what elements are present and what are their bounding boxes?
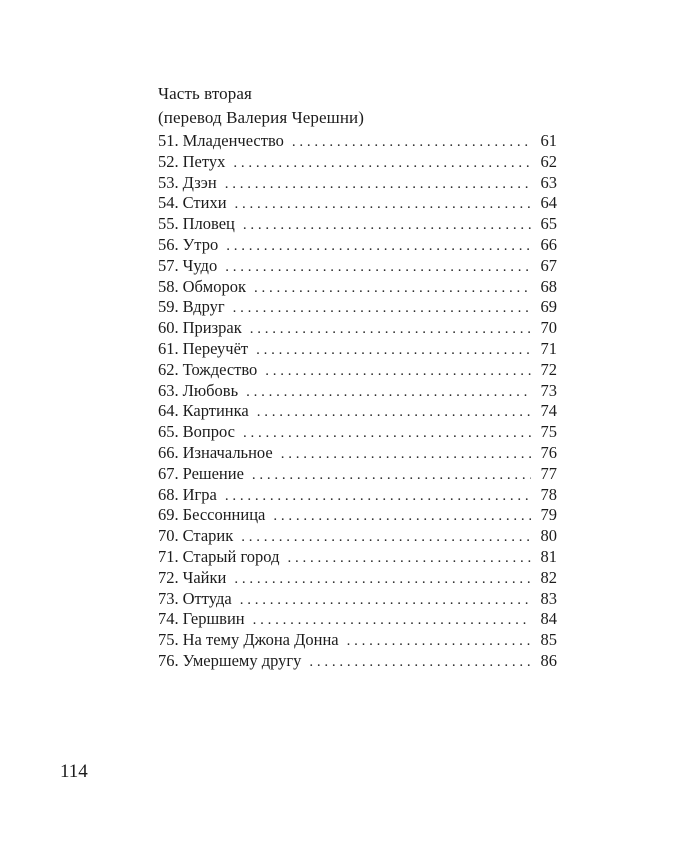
toc-entry-page: 86 [540, 650, 557, 670]
toc-entry [158, 505, 557, 526]
toc-entry [158, 443, 557, 464]
toc-entry [158, 193, 557, 214]
toc-entry-number: 62. [158, 359, 179, 379]
toc-entry-page: 72 [540, 359, 557, 379]
toc-entry-number: 64. [158, 401, 179, 421]
toc-entry-title: Призрак [182, 318, 242, 338]
toc-entry [158, 256, 557, 277]
toc-entry-page: 62 [540, 151, 557, 171]
toc-dot-leader [292, 132, 531, 153]
toc-entry [158, 235, 557, 256]
toc-entry [158, 651, 557, 672]
toc-dot-leader [234, 569, 531, 590]
page-number: 114 [60, 761, 88, 782]
toc-entry-number: 60. [158, 318, 179, 338]
toc-entry-page: 69 [540, 297, 557, 317]
toc-entry [158, 464, 557, 485]
section-subtitle: (перевод Валерия Черешни) [158, 108, 364, 127]
toc-entry [158, 173, 557, 194]
toc-dot-leader [243, 215, 531, 236]
toc-entry-title: Утро [182, 234, 219, 254]
toc-entry-number: 75. [158, 630, 179, 650]
toc-entry-page: 64 [540, 193, 557, 213]
toc-entry-title: Дзэн [182, 172, 217, 192]
toc-entry-number: 51. [158, 131, 179, 150]
toc-dot-leader [235, 194, 531, 215]
toc-entry-number: 67. [158, 463, 179, 483]
toc-entry-number: 54. [158, 193, 179, 213]
toc-entry [158, 381, 557, 402]
toc-dot-leader [273, 506, 531, 527]
toc-dot-leader [225, 486, 531, 507]
toc-entry-number: 58. [158, 276, 179, 296]
toc-dot-leader [250, 319, 531, 340]
toc-entry-title: Чайки [182, 567, 227, 587]
toc-entry-title: Старый город [182, 546, 280, 566]
toc-entry-page: 68 [540, 276, 557, 296]
toc-entry-title: Картинка [182, 401, 249, 421]
toc-entry-number: 59. [158, 297, 179, 317]
toc-entry [158, 547, 557, 568]
toc-entry-title: Вопрос [182, 422, 235, 442]
toc-entry [158, 339, 557, 360]
toc-entry-number: 68. [158, 484, 179, 504]
toc-dot-leader [281, 444, 531, 465]
toc-entry-title: Оттуда [182, 588, 232, 608]
toc-entry-title: Переучёт [182, 338, 249, 358]
toc-entry-page: 76 [540, 442, 557, 462]
toc-dot-leader [252, 465, 531, 486]
toc-entry-title: Гершвин [182, 609, 245, 629]
toc-dot-leader [233, 153, 531, 174]
toc-entry-number: 66. [158, 442, 179, 462]
toc-entry [158, 318, 557, 339]
toc-entry-number: 70. [158, 526, 179, 546]
toc-entry-title: На тему Джона Донна [182, 630, 339, 650]
toc-entry-title: Решение [182, 463, 244, 483]
table-of-contents [158, 131, 557, 672]
toc-dot-leader [225, 257, 531, 278]
toc-entry-number: 71. [158, 546, 179, 566]
toc-entry-page: 70 [540, 318, 557, 338]
toc-entry-number: 65. [158, 422, 179, 442]
toc-dot-leader [241, 527, 531, 548]
toc-entry-number: 55. [158, 214, 179, 234]
toc-entry [158, 297, 557, 318]
toc-dot-leader [256, 340, 531, 361]
toc-dot-leader [225, 174, 531, 195]
toc-entry-page: 65 [540, 214, 557, 234]
toc-entry-page: 84 [540, 609, 557, 629]
toc-entry-page: 61 [540, 131, 557, 150]
section-heading [158, 82, 364, 130]
toc-dot-leader [309, 652, 531, 673]
toc-entry [158, 485, 557, 506]
toc-entry-page: 79 [540, 505, 557, 525]
toc-entry-title: Старик [182, 526, 234, 546]
toc-entry [158, 401, 557, 422]
toc-entry [158, 152, 557, 173]
toc-entry-page: 66 [540, 234, 557, 254]
toc-entry-number: 63. [158, 380, 179, 400]
toc-entry [158, 589, 557, 610]
toc-entry-number: 57. [158, 255, 179, 275]
toc-entry-page: 74 [540, 401, 557, 421]
toc-entry-page: 77 [540, 463, 557, 483]
toc-dot-leader [257, 402, 531, 423]
toc-entry-number: 53. [158, 172, 179, 192]
toc-entry [158, 131, 557, 152]
toc-entry-title: Изначальное [182, 442, 273, 462]
toc-dot-leader [246, 382, 531, 403]
toc-entry [158, 630, 557, 651]
toc-entry-page: 85 [540, 630, 557, 650]
toc-entry [158, 422, 557, 443]
toc-entry-number: 72. [158, 567, 179, 587]
toc-entry-page: 75 [540, 422, 557, 442]
toc-entry-number: 74. [158, 609, 179, 629]
toc-entry-title: Младенчество [182, 131, 284, 150]
toc-entry-page: 71 [540, 338, 557, 358]
toc-entry-page: 73 [540, 380, 557, 400]
toc-entry-title: Вдруг [182, 297, 225, 317]
toc-entry-title: Обморок [182, 276, 246, 296]
toc-entry-title: Любовь [182, 380, 239, 400]
toc-entry-title: Бессонница [182, 505, 266, 525]
toc-entry [158, 526, 557, 547]
toc-dot-leader [243, 423, 531, 444]
toc-entry [158, 568, 557, 589]
toc-dot-leader [253, 610, 531, 631]
toc-entry-page: 83 [540, 588, 557, 608]
toc-entry-title: Чудо [182, 255, 218, 275]
toc-entry [158, 360, 557, 381]
toc-entry-number: 73. [158, 588, 179, 608]
toc-entry-title: Игра [182, 484, 217, 504]
toc-entry-number: 61. [158, 338, 179, 358]
toc-entry [158, 214, 557, 235]
toc-entry-title: Стихи [182, 193, 227, 213]
section-title: Часть вторая [158, 84, 252, 103]
toc-dot-leader [287, 548, 531, 569]
toc-entry-page: 81 [540, 546, 557, 566]
toc-entry-page: 63 [540, 172, 557, 192]
toc-dot-leader [347, 631, 531, 652]
toc-entry-title: Умершему другу [182, 650, 302, 670]
toc-entry-page: 78 [540, 484, 557, 504]
toc-dot-leader [254, 278, 531, 299]
toc-dot-leader [233, 298, 531, 319]
toc-dot-leader [265, 361, 531, 382]
toc-entry-number: 76. [158, 650, 179, 670]
toc-entry-number: 52. [158, 151, 179, 171]
toc-entry-page: 67 [540, 255, 557, 275]
toc-entry [158, 609, 557, 630]
toc-entry-page: 82 [540, 567, 557, 587]
toc-entry-title: Тождество [182, 359, 258, 379]
toc-entry-title: Пловец [182, 214, 235, 234]
toc-entry-number: 69. [158, 505, 179, 525]
toc-dot-leader [226, 236, 531, 257]
toc-entry [158, 277, 557, 298]
toc-entry-page: 80 [540, 526, 557, 546]
toc-entry-number: 56. [158, 234, 179, 254]
toc-entry-title: Петух [182, 151, 226, 171]
toc-dot-leader [240, 590, 531, 611]
